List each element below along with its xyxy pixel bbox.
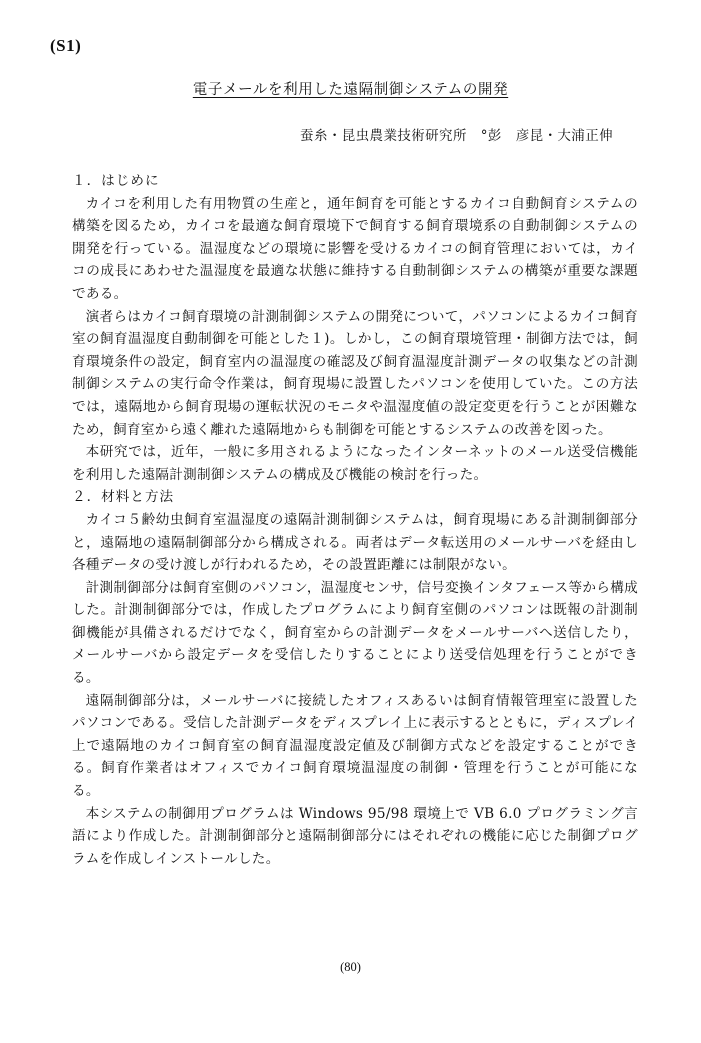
author-line: 蚕糸・昆虫農業技術研究所 °彭 彦昆・大浦正伸 [300,128,613,144]
paragraph: 計測制御部分は飼育室側のパソコン，温湿度センサ，信号変換インタフェース等から構成した。計測制御部分では，作成したプログラムにより飼育室側のパソコンは既報の計測制御機能が具備されるだけでなく，飼育室からの計測データをメールサーバへ送信したり，メールサーバから設定データを受信したりすることにより送受信処理を行うことができる。 [72,579,638,687]
paper-title [0,78,701,99]
paper-body [72,170,638,870]
paragraph: 本システムの制御用プログラムは Windows 95/98 環境上で VB 6.0 プログラミング言語により作成した。計測制御部分と遠隔制御部分にはそれぞれの機能に応じた制御プログラムを作成しインストールした。 [72,805,638,867]
paragraph: 演者らはカイコ飼育環境の計測制御システムの開発について，パソコンによるカイコ飼育室の飼育温湿度自動制御を可能とした１)。しかし，この飼育環境管理・制御方法では，飼育環境条件の設定，飼育室内の温湿度の確認及び飼育温湿度計測データの収集などの計測制御システムの実行命令作業は，飼育現場に設置したパソコンを使用していた。この方法では，遠隔地から飼育現場の運転状況のモニタや温湿度値の設定変更を行うことが困難なため，飼育室から遠く離れた遠隔地からも制御を可能とするシステムの改善を図った。 [72,308,638,438]
paragraph: 本研究では，近年，一般に多用されるようになったインターネットのメール送受信機能を利用した遠隔計測制御システムの構成及び機能の検討を行った。 [72,444,638,483]
paper-title-text: 電子メールを利用した遠隔制御システムの開発 [192,82,509,98]
paragraph: 遠隔制御部分は，メールサーバに接続したオフィスあるいは飼育情報管理室に設置したパソコンである。受信した計測データをディスプレイ上に表示するとともに，ディスプレイ上で遠隔地のカイコ飼育室の飼育温湿度設定値及び制御方式などを設定することができる。飼育作業者はオフィスでカイコ飼育環境温湿度の制御・管理を行うことが可能になる。 [72,692,638,800]
section-heading-methods: ２．材料と方法 [72,489,175,506]
paragraph: カイコ５齢幼虫飼育室温湿度の遠隔計測制御システムは，飼育現場にある計測制御部分と，遠隔地の遠隔制御部分から構成される。両者はデータ転送用のメールサーバを経由し各種データの受け渡しが行われるため，その設置距離には制限がない。 [72,511,638,574]
page-number: (80) [340,960,361,974]
session-label: (S1) [50,36,82,55]
section-heading-intro: １．はじめに [72,173,160,189]
paragraph: カイコを利用した有用物質の生産と，通年飼育を可能とするカイコ自動飼育システムの構築を図るため，カイコを最適な飼育環境下で飼育する飼育環境系の自動制御システムの開発を行っている。温湿度などの環境に影響を受けるカイコの飼育管理においては，カイコの成長にあわせた温湿度を最適な状態に維持する自動制御システムの構築が重要な課題である。 [72,195,638,302]
